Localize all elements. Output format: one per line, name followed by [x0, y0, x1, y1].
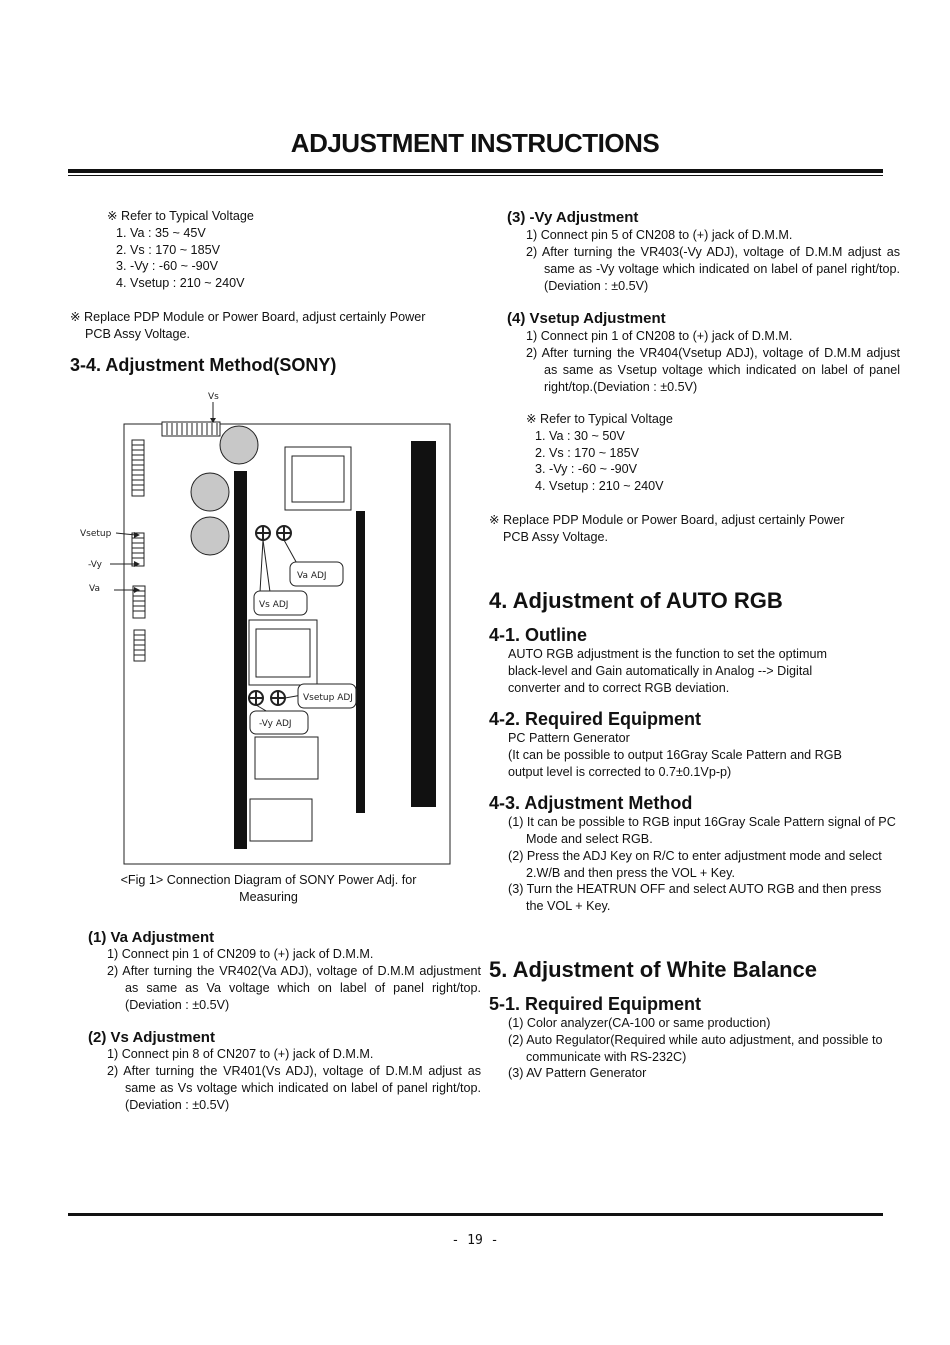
connector-left-top: [132, 440, 144, 496]
vy-step-1: 1) Connect pin 5 of CN208 to (+) jack of D.M.M.: [526, 228, 793, 242]
label-vy-adj: -Vy ADJ: [259, 719, 292, 729]
required-equipment-line: (It can be possible to output 16Gray Scale Pattern and RGB: [508, 748, 842, 762]
wb-equipment-item: (3) AV Pattern Generator: [508, 1066, 647, 1080]
label-va-adj: Va ADJ: [297, 571, 327, 581]
vy-adjustment-heading: (3) -Vy Adjustment: [507, 209, 639, 226]
replace-note-2-cont: PCB Assy Voltage.: [503, 530, 609, 544]
ref-voltage-item: 3. -Vy : -60 ~ -90V: [116, 259, 219, 273]
heatsink-bar: [356, 511, 365, 813]
vr-va-vs: [256, 526, 291, 540]
vr-vsetup-vy: [249, 691, 285, 705]
outline-heading: 4-1. Outline: [489, 625, 588, 645]
label-vs-adj: Vs ADJ: [259, 600, 289, 610]
ref-voltage-item: 2. Vs : 170 ~ 185V: [535, 446, 639, 460]
ref-voltage-item: 3. -Vy : -60 ~ -90V: [535, 462, 638, 476]
vsetup-step-2: 2) After turning the VR404(Vsetup ADJ), voltage of D.M.M adjust as same as Vsetup voltage which indicated on label of panel right/top.(Deviation : ±0.5V): [526, 346, 900, 394]
vy-step-2: 2) After turning the VR403(-Vy ADJ), voltage of D.M.M adjust as same as -Vy voltage which indicated on label of panel right/top.(Deviation : ±0.5V): [526, 245, 900, 293]
required-equipment-line: PC Pattern Generator: [508, 731, 630, 745]
vsetup-adjustment-heading: (4) Vsetup Adjustment: [507, 310, 666, 327]
wb-equipment-item: (1) Color analyzer(CA-100 or same production): [508, 1016, 771, 1030]
ref-voltage-item: 4. Vsetup : 210 ~ 240V: [116, 276, 245, 290]
label-vsetup-adj: Vsetup ADJ: [303, 693, 353, 703]
method-step: (3) Turn the HEATRUN OFF and select AUTO RGB and then press the VOL + Key.: [508, 882, 882, 913]
wb-equipment-item: (2) Auto Regulator(Required while auto adjustment, and possible to communicate with RS-232C): [508, 1033, 883, 1064]
figure-caption: <Fig 1> Connection Diagram of SONY Power Adj. for: [120, 873, 417, 887]
header-rule-thin: [68, 175, 883, 176]
heatsink-bar: [411, 441, 436, 807]
outline-line: AUTO RGB adjustment is the function to set the optimum: [508, 647, 827, 661]
page-number: - 19 -: [451, 1233, 499, 1248]
label-vs: Vs: [208, 392, 219, 402]
component-box: [255, 737, 318, 779]
replace-note-2: ※ Replace PDP Module or Power Board, adjust certainly Power: [489, 513, 845, 527]
outline-line: black-level and Gain automatically in Analog --> Digital: [508, 664, 813, 678]
replace-note: ※ Replace PDP Module or Power Board, adjust certainly Power: [70, 310, 426, 324]
ref-voltage-item: 4. Vsetup : 210 ~ 240V: [535, 479, 664, 493]
label-va: Va: [89, 584, 100, 594]
replace-note-cont: PCB Assy Voltage.: [85, 327, 191, 341]
ref-voltage-item: 1. Va : 30 ~ 50V: [535, 429, 625, 443]
capacitor: [220, 426, 258, 464]
required-equipment-line: output level is corrected to 0.7±0.1Vp-p): [508, 765, 732, 779]
capacitor: [191, 473, 229, 511]
va-step-2: 2) After turning the VR402(Va ADJ), voltage of D.M.M adjustment as same as Va voltage which on label of panel right/top.(Deviation : ±0.5V): [107, 964, 481, 1012]
ref-voltage-item: 2. Vs : 170 ~ 185V: [116, 243, 220, 257]
ref-voltage-label: ※ Refer to Typical Voltage: [107, 209, 254, 223]
required-equipment-heading: 4-2. Required Equipment: [489, 709, 702, 729]
page-title: ADJUSTMENT INSTRUCTIONS: [290, 128, 660, 158]
ref-voltage-label-2: ※ Refer to Typical Voltage: [526, 412, 673, 426]
wb-required-equipment-heading: 5-1. Required Equipment: [489, 994, 702, 1014]
vs-step-2: 2) After turning the VR401(Vs ADJ), voltage of D.M.M adjust as same as Vs voltage which indicated on label of panel right/top.(Deviation : ±0.5V): [107, 1064, 481, 1112]
method-step: (2) Press the ADJ Key on R/C to enter adjustment mode and select 2.W/B and then press the VOL + Key.: [508, 849, 882, 880]
label-vsetup: Vsetup: [80, 529, 112, 539]
auto-rgb-heading: 4. Adjustment of AUTO RGB: [489, 588, 783, 613]
ref-voltage-item: 1. Va : 35 ~ 45V: [116, 226, 206, 240]
footer-rule: [68, 1213, 883, 1216]
component-box: [250, 799, 312, 841]
method-step: (1) It can be possible to RGB input 16Gray Scale Pattern signal of PC Mode and select RGB.: [508, 815, 896, 846]
va-adjustment-heading: (1) Va Adjustment: [88, 929, 215, 946]
capacitor: [191, 517, 229, 555]
adjustment-method-heading: 4-3. Adjustment Method: [489, 793, 693, 813]
label-vy: -Vy: [88, 560, 102, 570]
connector-vs: [162, 422, 220, 436]
outline-line: converter and to correct RGB deviation.: [508, 681, 730, 695]
connection-diagram: [70, 385, 470, 870]
sony-method-heading: 3-4. Adjustment Method(SONY): [70, 355, 337, 375]
figure-caption-cont: Measuring: [239, 890, 298, 904]
vs-adjustment-heading: (2) Vs Adjustment: [88, 1029, 215, 1046]
white-balance-heading: 5. Adjustment of White Balance: [489, 957, 818, 982]
vs-step-1: 1) Connect pin 8 of CN207 to (+) jack of D.M.M.: [107, 1047, 374, 1061]
heatsink-bar: [234, 471, 247, 849]
header-rule: [68, 169, 883, 173]
vsetup-step-1: 1) Connect pin 1 of CN208 to (+) jack of D.M.M.: [526, 329, 793, 343]
va-step-1: 1) Connect pin 1 of CN209 to (+) jack of D.M.M.: [107, 947, 374, 961]
